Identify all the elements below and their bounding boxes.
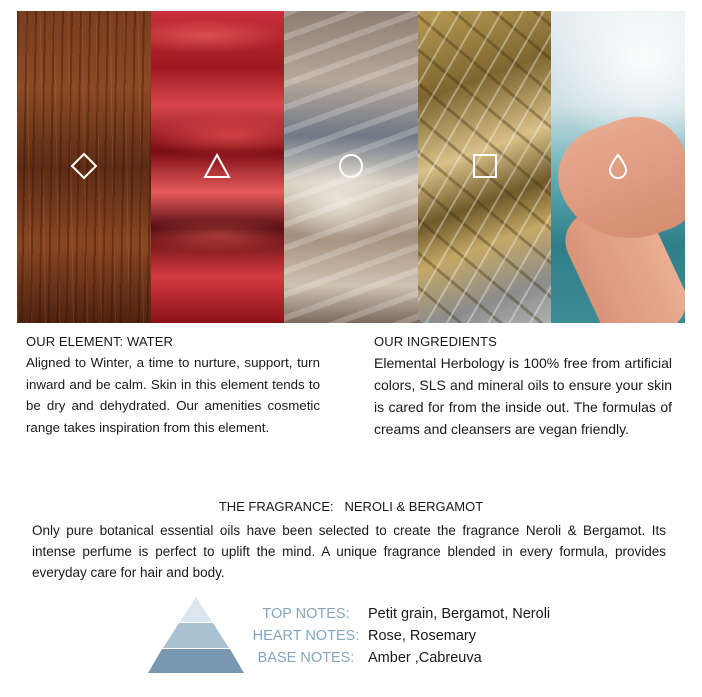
earth-element-image [284,11,418,323]
top-notes-value: Petit grain, Bergamot, Neroli [368,606,551,622]
fragrance-description: Only pure botanical essential oils have been selected to create the fragrance Neroli & Bergamot. Its intense perfume is perfect to uplift the mind. A unique fragrance blended in every formula, provides everyday care for hair and body. [32,523,666,580]
notes-labels [250,603,362,669]
ingredients-description: Elemental Herbology is 100% free from artificial colors, SLS and mineral oils to ensure your skin is cared for from the inside out. The formulas of creams and cleansers are vegan friendly. [374,355,672,437]
pyramid-heart-layer [163,623,229,648]
water-drop-icon [604,152,632,180]
square-icon [471,152,499,180]
notes-values [368,603,628,669]
metal-element-image [418,11,552,323]
top-notes-label: TOP NOTES: [262,606,350,622]
pyramid-base-layer [148,649,244,673]
heart-notes-value: Rose, Rosemary [368,628,476,644]
base-notes-label: BASE NOTES: [257,650,355,666]
ingredients-title: OUR INGREDIENTS [374,334,497,349]
pyramid-top-layer [180,597,212,622]
element-section [26,334,320,438]
triangle-icon [203,152,231,180]
fragrance-title: THE FRAGRANCE: NEROLI & BERGAMOT [218,499,484,514]
fire-element-image [151,11,285,323]
element-title: OUR ELEMENT: WATER [26,334,173,349]
circle-icon [337,152,365,180]
fragrance-pyramid-icon [148,597,244,673]
base-notes-value: Amber ,Cabreuva [368,650,482,666]
water-element-image [551,11,685,323]
ingredients-section [374,334,672,440]
element-description: Aligned to Winter, a time to nurture, support, turn inward and be calm. Skin in this element tends to be dry and dehydrated. Our amenities cosmetic range takes inspiration from this element. [26,355,320,435]
heart-notes-label: HEART NOTES: [252,628,360,644]
diamond-icon [70,152,98,180]
element-image-strip [17,11,685,323]
wood-element-image [17,11,151,323]
